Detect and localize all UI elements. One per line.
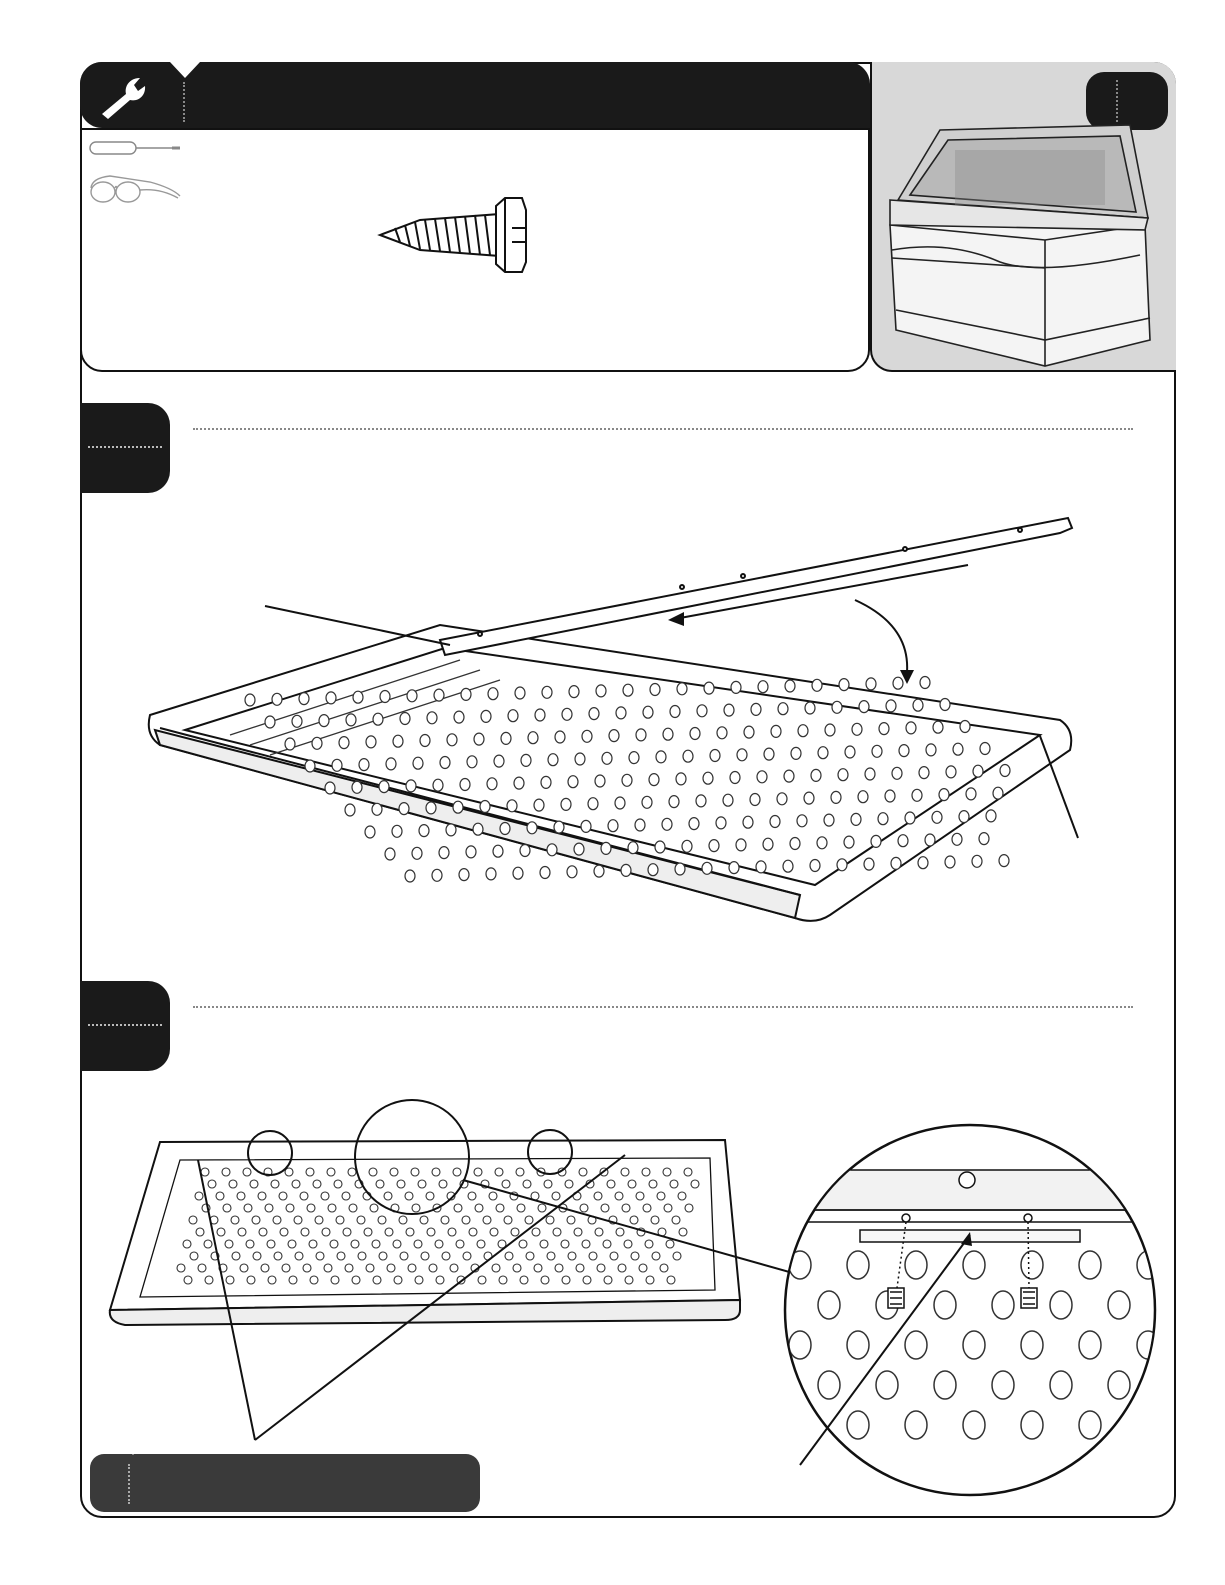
tools-panel (80, 128, 870, 372)
note-divider (128, 1464, 130, 1504)
page-badge (1086, 72, 1168, 130)
wrench-icon (96, 74, 156, 120)
note-bar (90, 1454, 480, 1512)
step-2-rule (193, 1006, 1133, 1008)
step-2-tab (80, 981, 170, 1071)
step-1-tab (80, 403, 170, 493)
header-bar (80, 62, 870, 128)
step-1-tab-divider (88, 446, 162, 448)
step-2-tab-divider (88, 1024, 162, 1026)
badge-divider (1116, 80, 1118, 122)
header-divider (183, 82, 185, 122)
step-1-rule (193, 428, 1133, 430)
